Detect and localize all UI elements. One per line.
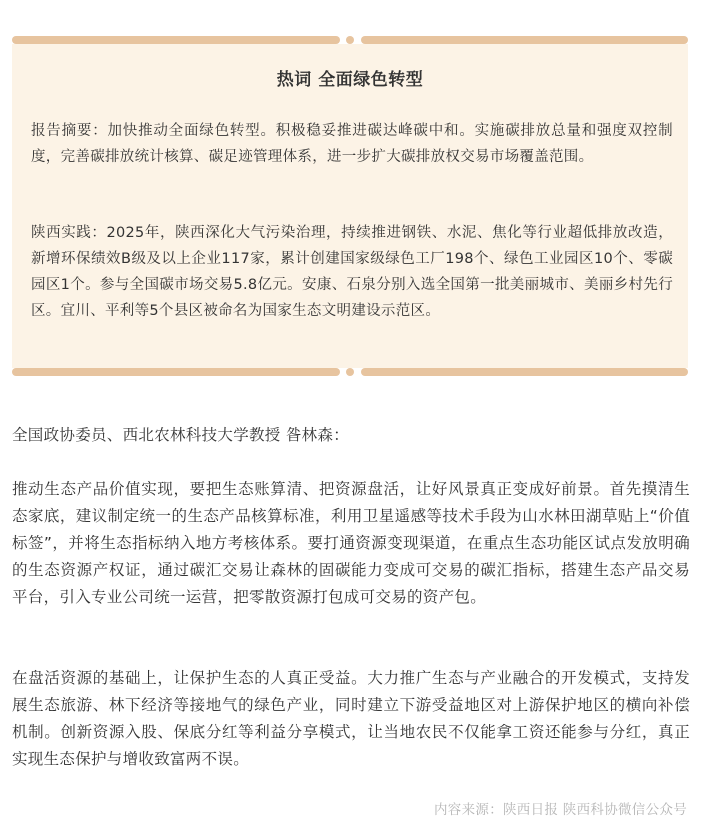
hot-topic-callout bbox=[12, 36, 688, 376]
report-summary: 报告摘要：加快推动全面绿色转型。积极稳妥推进碳达峰碳中和。实施碳排放总量和强度双控制度，完善碳排放统计核算、碳足迹管理体系，进一步扩大碳排放权交易市场覆盖范围。 bbox=[31, 123, 673, 165]
border-segment bbox=[361, 368, 688, 376]
callout-title: 热词 全面绿色转型 bbox=[276, 70, 424, 90]
border-dot bbox=[346, 36, 354, 44]
article-paragraph: 在盘活资源的基础上，让保护生态的人真正受益。大力推广生态与产业融合的开发模式，支持发展生态旅游、林下经济等接地气的绿色产业，同时建立下游受益地区对上游保护地区的横向补偿机制。创新资源入股、保底分红等利益分享模式，让当地农民不仅能拿工资还能参与分红，真正实现生态保护与增收致富两不误。 bbox=[12, 669, 690, 768]
speaker-line: 全国政协委员、西北农林科技大学教授 昝林森： bbox=[12, 426, 350, 444]
shaanxi-practice: 陕西实践：2025年，陕西深化大气污染治理，持续推进钢铁、水泥、焦化等行业超低排放改造，新增环保绩效B级及以上企业117家，累计创建国家级绿色工厂198个、绿色工业园区10个、零碳园区1个。参与全国碳市场交易5.8亿元。安康、石泉分别入选全国第一批美丽城市、美丽乡村先行区。宜川、平利等5个县区被命名为国家生态文明建设示范区。 bbox=[31, 225, 673, 319]
callout-panel bbox=[12, 44, 688, 368]
border-segment bbox=[361, 36, 688, 44]
border-segment bbox=[12, 36, 340, 44]
callout-top-border bbox=[12, 36, 688, 44]
content-source: 内容来源：陕西日报 陕西科协微信公众号 bbox=[434, 802, 687, 818]
border-segment bbox=[12, 368, 340, 376]
article-paragraph: 推动生态产品价值实现，要把生态账算清、把资源盘活，让好风景真正变成好前景。首先摸清生态家底，建议制定统一的生态产品核算标准，利用卫星遥感等技术手段为山水林田湖草贴上“价值标签”，并将生态指标纳入地方考核体系。要打通资源变现渠道，在重点生态功能区试点发放明确的生态资源产权证，通过碳汇交易让森林的固碳能力变成可交易的碳汇指标，搭建生态产品交易平台，引入专业公司统一运营，把零散资源打包成可交易的资产包。 bbox=[12, 480, 690, 606]
border-dot bbox=[346, 368, 354, 376]
callout-bottom-border bbox=[12, 368, 688, 376]
